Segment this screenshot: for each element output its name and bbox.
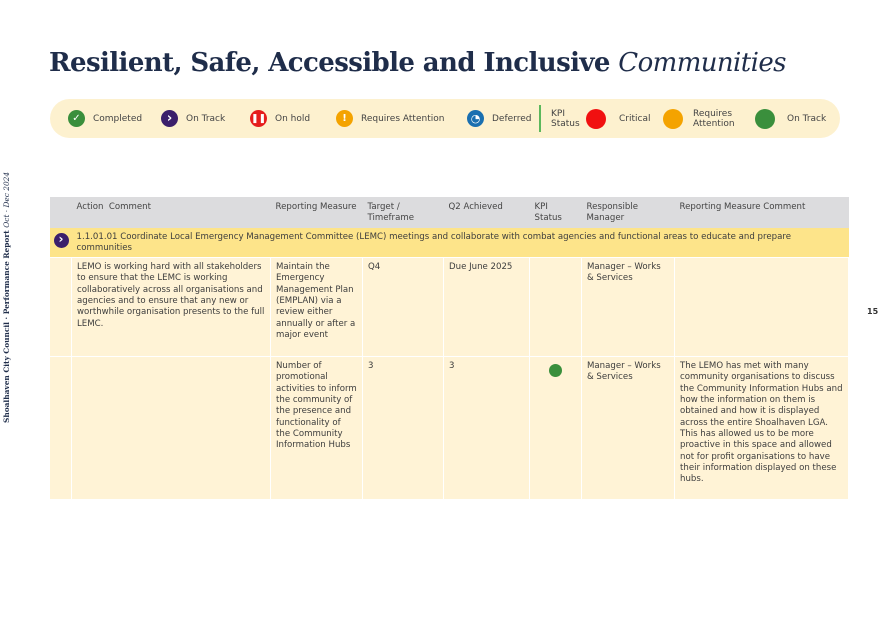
legend-label: On Track (787, 113, 827, 124)
performance-table (49, 197, 849, 500)
check-circle-icon: ✓ (68, 110, 85, 127)
cell-measure-comment: The LEMO has met with many community organisations to discuss the Community Information Hubs and how the information on them is obtained and how it is displayed across the entire Shoalhaven LGA. This has allowed us to be more proactive in this space and allowed not for profit organisations to have their information displayed on these hubs. (675, 357, 849, 500)
cell-q2-achieved: Due June 2025 (444, 258, 530, 357)
kpi-status-label (551, 99, 583, 138)
kpi-legend-on-track (755, 99, 826, 138)
header-action-comment: Action Comment (72, 197, 271, 228)
kpi-on-track-dot-icon (549, 364, 562, 377)
cell-reporting-measure: Number of promotional activities to inform the community of the presence and functionality of the Community Information Hubs (271, 357, 363, 500)
legend-item-requires-attention (336, 99, 444, 138)
header-reporting-measure: Reporting Measure (271, 197, 363, 228)
legend-label: Deferred (492, 113, 532, 124)
action-row (50, 228, 849, 258)
action-text: 1.1.01.01 Coordinate Local Emergency Management Committee (LEMC) meetings and collaborate with combat agencies and functional areas to educate and prepare communities (72, 228, 849, 258)
side-footer-text (2, 167, 11, 423)
cell-measure-comment (675, 258, 849, 357)
page-title (49, 48, 786, 78)
header-responsible-manager: Responsible Manager (582, 197, 675, 228)
cell-kpi-status (530, 258, 582, 357)
side-text-bold: Shoalhaven City Council · Performance Report (2, 230, 11, 423)
exclamation-circle-icon: ! (336, 110, 353, 127)
legend-item-completed (68, 99, 142, 138)
red-dot-icon (586, 109, 606, 129)
legend-item-deferred (467, 99, 531, 138)
page-title-italic: Communities (618, 48, 786, 78)
legend-item-on-track (161, 99, 225, 138)
table-header-row (50, 197, 849, 228)
chevron-right-circle-icon: › (54, 233, 69, 248)
page-title-regular: Resilient, Safe, Accessible and Inclusive (49, 48, 610, 78)
cell-responsible-manager: Manager – Works & Services (582, 258, 675, 357)
kpi-status-text: KPI Status (551, 108, 580, 129)
green-dot-icon (755, 109, 775, 129)
cell-action-comment (72, 357, 271, 500)
header-measure-comment: Reporting Measure Comment (675, 197, 849, 228)
header-kpi-status: KPI Status (530, 197, 582, 228)
header-q2-achieved: Q2 Achieved (444, 197, 530, 228)
legend-label: Completed (93, 113, 143, 124)
cell-reporting-measure: Maintain the Emergency Management Plan (EMPLAN) via a review either annually or after a major event (271, 258, 363, 357)
header-target: Target / Timeframe (363, 197, 444, 228)
table-row (50, 357, 849, 500)
page-number: 15 (867, 307, 879, 316)
kpi-legend-critical (586, 99, 650, 138)
chevron-right-circle-icon: › (161, 110, 178, 127)
cell-target: Q4 (363, 258, 444, 357)
row-icon-cell (50, 357, 72, 500)
pause-circle-icon: ❚❚ (250, 110, 267, 127)
legend-label: On Track (186, 113, 226, 124)
side-text-italic: Oct · Dec 2024 (2, 171, 11, 228)
legend-label: Requires Attention (361, 113, 445, 124)
legend-label: Requires Attention (693, 108, 735, 129)
legend-item-on-hold (250, 99, 310, 138)
legend-label: Critical (619, 113, 651, 124)
legend-divider (539, 105, 541, 132)
header-icon-col (50, 197, 72, 228)
action-status-cell (50, 228, 72, 258)
row-icon-cell (50, 258, 72, 357)
kpi-legend-requires-attention (663, 99, 735, 138)
cell-target: 3 (363, 357, 444, 500)
status-legend (50, 99, 840, 138)
legend-label: On hold (275, 113, 311, 124)
cell-action-comment: LEMO is working hard with all stakeholders to ensure that the LEMC is working collaboratively across all organisations and agencies and to ensure that any new or worthwhile organisation presents to the full LEMC. (72, 258, 271, 357)
clock-icon: ◔ (467, 110, 484, 127)
amber-dot-icon (663, 109, 683, 129)
cell-q2-achieved: 3 (444, 357, 530, 500)
cell-responsible-manager: Manager – Works & Services (582, 357, 675, 500)
cell-kpi-status (530, 357, 582, 500)
table-row (50, 258, 849, 357)
